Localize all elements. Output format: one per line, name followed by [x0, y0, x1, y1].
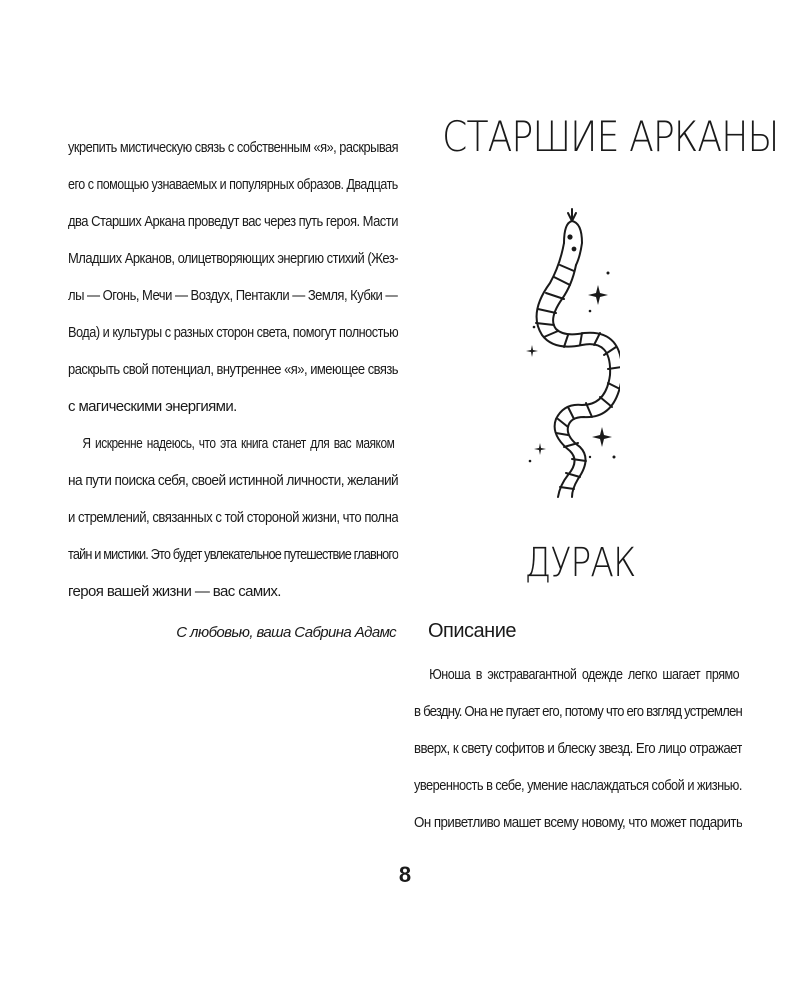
- text-line: Я искренне надеюсь, что эта книга станет для вас маяком: [82, 435, 395, 452]
- description-text-block: [414, 656, 742, 841]
- text-line: лы — Огонь, Мечи — Воздух, Пентакли — Земля, Кубки —: [68, 287, 398, 304]
- text-line: два Старших Аркана проведут вас через путь героя. Масти: [68, 213, 398, 230]
- text-line: раскрыть свой потенциал, внутреннее «я», имеющее связь: [68, 361, 399, 378]
- text-line: его с помощью узнаваемых и популярных образов. Двадцать: [68, 176, 398, 193]
- snake-icon: [520, 205, 620, 505]
- text-line: Юноша в экстравагантной одежде легко шагает прямо: [429, 666, 740, 683]
- description-heading: Описание: [428, 620, 517, 642]
- text-line: уверенность в себе, умение наслаждаться собой и жизнью.: [414, 777, 742, 794]
- text-line: Он приветливо машет всему новому, что может подарить: [414, 814, 743, 831]
- text-line: Вода) и культуры с разных сторон света, помогут полностью: [68, 324, 399, 341]
- section-title: СТАРШИЕ АРКАНЫ: [442, 112, 779, 161]
- card-title: ДУРАК: [524, 540, 636, 586]
- text-line: вверх, к свету софитов и блеску звезд. Его лицо отражает: [414, 740, 742, 757]
- author-signature: С любовью, ваша Сабрина Адамс: [176, 624, 396, 641]
- text-line: в бездну. Она не пугает его, потому что его взгляд устремлен: [414, 703, 742, 720]
- text-line: Младших Арканов, олицетворяющих энергию стихий (Жез-: [68, 250, 399, 267]
- text-line: на пути поиска себя, своей истинной личности, желаний: [68, 472, 399, 489]
- text-line: тайн и мистики. Это будет увлекательное путешествие главного: [68, 546, 399, 563]
- page-number: 8: [398, 862, 412, 887]
- text-line: героя вашей жизни — вас самих.: [68, 583, 281, 600]
- text-line: и стремлений, связанных с той стороной жизни, что полна: [68, 509, 399, 526]
- intro-text-block: [68, 129, 398, 610]
- text-line: укрепить мистическую связь с собственным «я», раскрывая: [68, 139, 399, 156]
- text-line: с магическими энергиями.: [68, 398, 237, 415]
